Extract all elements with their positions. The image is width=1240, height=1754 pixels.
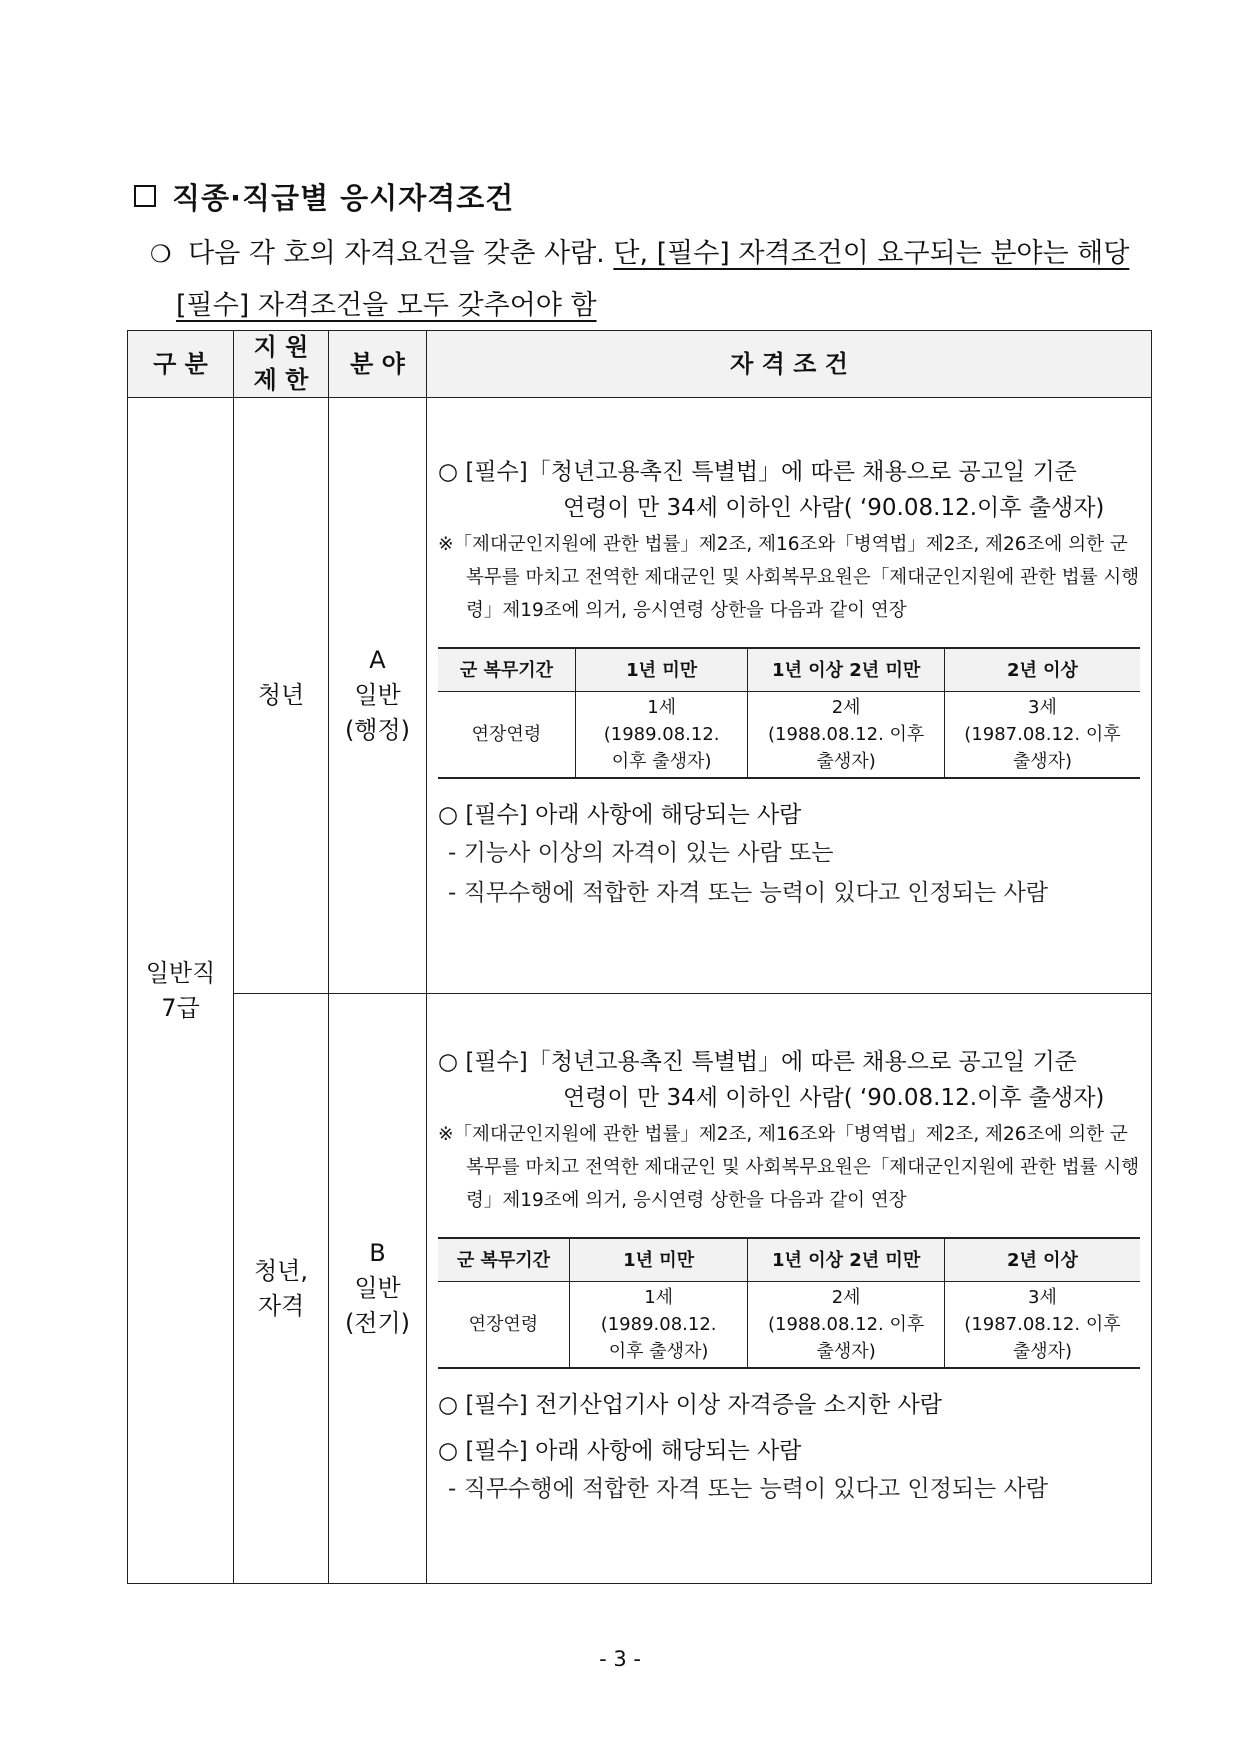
intro-underlined-text: 단, [필수] 자격조건이 요구되는 분야는 해당 xyxy=(613,238,1130,269)
sub-header: 2년 이상 xyxy=(944,1238,1140,1282)
header-field: 분 야 xyxy=(329,331,427,398)
sub-cell: 1세 (1989.08.12. 이후 출생자) xyxy=(575,692,747,779)
section-title: 직종·직급별 응시자격조건 xyxy=(172,181,515,215)
sub-cell: 2세 (1988.08.12. 이후 출생자) xyxy=(748,1282,945,1369)
section-heading xyxy=(134,176,514,217)
requirement-qualification: ○ [필수] 아래 사항에 해당되는 사람 xyxy=(438,1438,802,1464)
page-number: - 3 - xyxy=(599,1647,641,1671)
header-restriction: 지 원 제 한 xyxy=(234,331,329,398)
sub-header: 군 복무기간 xyxy=(438,648,575,692)
field-cell: A 일반 (행정) xyxy=(329,398,427,994)
header-category: 구 분 xyxy=(128,331,234,398)
sub-cell: 3세 (1987.08.12. 이후 출생자) xyxy=(944,1282,1140,1369)
veteran-note: ※「제대군인지원에 관한 법률」제2조, 제16조와「병역법」제2조, 제26조에 의한 군 복무를 마치고 전역한 제대군인 및 사회복무요원은「제대군인지원에 관한 법률 시행령」제19조에 의거, 응시연령 상한을 다음과 같이 연장 xyxy=(438,1124,1140,1211)
sub-header: 1년 미만 xyxy=(569,1238,748,1282)
conditions-cell xyxy=(427,994,1152,1584)
dash-item: - 직무수행에 적합한 자격 또는 능력이 있다고 인정되는 사람 xyxy=(448,1476,1049,1502)
sub-row-label: 연장연령 xyxy=(438,1282,569,1369)
requirement-qualification: ○ [필수] 아래 사항에 해당되는 사람 xyxy=(438,802,802,828)
sub-header: 1년 이상 2년 미만 xyxy=(748,1238,945,1282)
dash-item: - 기능사 이상의 자격이 있는 사람 또는 xyxy=(448,840,834,866)
header-row xyxy=(128,331,1152,398)
category-cell: 일반직 7급 xyxy=(128,398,234,1584)
header-conditions: 자 격 조 건 xyxy=(427,331,1152,398)
veteran-note: ※「제대군인지원에 관한 법률」제2조, 제16조와「병역법」제2조, 제26조에 의한 군 복무를 마치고 전역한 제대군인 및 사회복무요원은「제대군인지원에 관한 법률 시행령」제19조에 의거, 응시연령 상한을 다음과 같이 연장 xyxy=(438,534,1140,621)
intro-underlined-text-2: [필수] 자격조건을 모두 갖추어야 함 xyxy=(176,290,597,321)
table-row xyxy=(128,994,1152,1584)
field-cell: B 일반 (전기) xyxy=(329,994,427,1584)
age-extension-table xyxy=(438,647,1140,779)
requirement-certificate: ○ [필수] 전기산업기사 이상 자격증을 소지한 사람 xyxy=(438,1392,943,1418)
requirement-age: ○ [필수]「청년고용촉진 특별법」에 따른 채용으로 공고일 기준 연령이 만 34세 이하인 사람( ‘90.08.12.이후 출생자) xyxy=(438,459,1105,521)
sub-header: 1년 미만 xyxy=(575,648,747,692)
intro-text: 다음 각 호의 자격요건을 갖춘 사람. xyxy=(188,238,605,269)
conditions-cell xyxy=(427,398,1152,994)
sub-header: 1년 이상 2년 미만 xyxy=(748,648,945,692)
dash-item: - 직무수행에 적합한 자격 또는 능력이 있다고 인정되는 사람 xyxy=(448,880,1049,906)
sub-row-label: 연장연령 xyxy=(438,692,575,779)
sub-cell: 1세 (1989.08.12. 이후 출생자) xyxy=(569,1282,748,1369)
intro-paragraph xyxy=(150,228,1150,332)
checkbox-square-icon xyxy=(134,185,156,207)
bullet-icon: ❍ xyxy=(150,240,172,268)
age-extension-table xyxy=(438,1237,1140,1369)
table-row xyxy=(128,398,1152,994)
sub-header: 군 복무기간 xyxy=(438,1238,569,1282)
sub-cell: 2세 (1988.08.12. 이후 출생자) xyxy=(748,692,945,779)
qualification-table xyxy=(127,330,1152,1584)
sub-header: 2년 이상 xyxy=(944,648,1140,692)
requirement-age: ○ [필수]「청년고용촉진 특별법」에 따른 채용으로 공고일 기준 연령이 만 34세 이하인 사람( ‘90.08.12.이후 출생자) xyxy=(438,1049,1105,1111)
restriction-cell: 청년, 자격 xyxy=(234,994,329,1584)
restriction-cell: 청년 xyxy=(234,398,329,994)
sub-cell: 3세 (1987.08.12. 이후 출생자) xyxy=(944,692,1140,779)
